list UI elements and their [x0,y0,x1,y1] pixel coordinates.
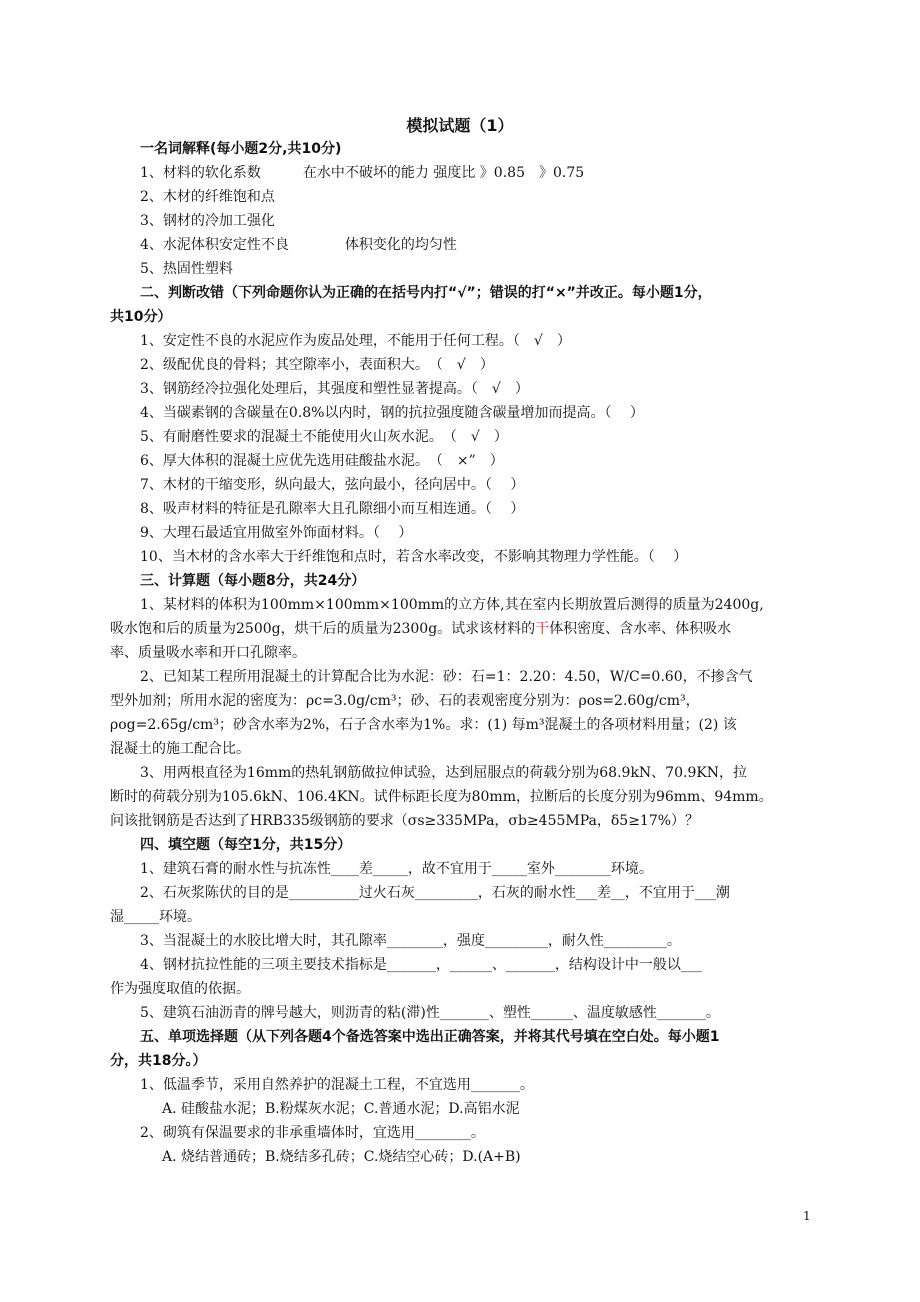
section3-heading: 三、计算题（每小题8分，共24分） [140,573,366,589]
section2-heading-cont: 共10分） [110,309,172,325]
list-item: 2、级配优良的骨料；其空隙率小，表面积大。 （ √ ） [140,357,494,373]
paragraph-line: 混凝土的施工配合比。 [110,741,250,757]
list-item: 9、大理石最适宜用做室外饰面材料。（ ） [140,525,413,541]
paragraph-line: 断时的荷载分别为105.6kN、106.4KN。试件标距长度为80mm，拉断后的长度分别为96mm、94mm。 [110,789,773,805]
page-title: 模拟试题（1） [406,116,514,135]
paragraph-line: 2、已知某工程所用混凝土的计算配合比为水泥：砂：石=1：2.20：4.50，W/C=0.60，不掺含气 [140,669,753,685]
list-item: 1、安定性不良的水泥应作为废品处理，不能用于任何工程。（ √ ） [140,333,571,349]
list-item: 7、木材的干缩变形，纵向最大，弦向最小，径向居中。（ ） [140,477,525,493]
list-item: 4、水泥体积安定性不良 体积变化的均匀性 [140,237,457,253]
list-item: 8、吸声材料的特征是孔隙率大且孔隙细小而互相连通。（ ） [140,501,525,517]
list-item: 6、厚大体积的混凝土应优先选用硅酸盐水泥。 （ ×” ） [140,453,504,469]
question-line: 1、低温季节，采用自然养护的混凝土工程，不宜选用_______。 [140,1077,534,1093]
paragraph-line: 型外加剂；所用水泥的密度为：ρc=3.0g/cm³；砂、石的表观密度分别为：ρos=2.60g/cm³， [110,693,700,709]
fill-line: 4、钢材抗拉性能的三项主要技术指标是_______，______、_______，结构设计中一般以___ [140,957,702,973]
paragraph-line: ρog=2.65g/cm³；砂含水率为2%，石子含水率为1%。求：(1) 每m³混凝土的各项材料用量；(2) 该 [110,717,737,733]
paragraph-line: 1、某材料的体积为100mm×100mm×100mm的立方体,其在室内长期放置后测得的质量为2400g, [140,597,764,613]
section2-heading: 二、判断改错（下列命题你认为正确的在括号内打“√”；错误的打“×”并改正。每小题1分， [140,285,712,301]
list-item: 4、当碳素钢的含碳量在0.8%以内时，钢的抗拉强度随含碳量增加而提高。（ ） [140,405,644,421]
list-item: 3、钢材的冷加工强化 [140,213,275,229]
options-line: A. 硅酸盐水泥；B.粉煤灰水泥；C.普通水泥；D.高铝水泥 [162,1101,520,1117]
paragraph-line [110,617,820,641]
paragraph-line: 率、质量吸水率和开口孔隙率。 [110,645,306,661]
red-mark: 干 [535,621,550,637]
list-item: 1、材料的软化系数 在水中不破坏的能力 强度比 》0.85 》0.75 [140,165,585,181]
list-item: 5、热固性塑料 [140,261,233,277]
fill-line: 5、建筑石油沥青的牌号越大，则沥青的粘(滞)性_______、塑性______、温度敏感性_______。 [140,1005,720,1021]
list-item: 10、当木材的含水率大于纤维饱和点时，若含水率改变，不影响其物理力学性能。（ ） [140,549,688,565]
page-number: 1 [803,1209,811,1223]
fill-line: 2、石灰浆陈伏的目的是__________过火石灰_________，石灰的耐水性___差__，不宜用于___潮 [140,885,730,901]
section1-heading: 一名词解释(每小题2分,共10分) [140,141,342,157]
text-span: 体积密度、含水率、体积吸水 [549,621,732,637]
paragraph-line: 3、用两根直径为16mm的热轧钢筋做拉伸试验，达到屈服点的荷载分别为68.9kN、70.9KN，拉 [140,765,748,781]
section4-heading: 四、填空题（每空1分，共15分） [140,837,352,853]
paragraph-line: 问该批钢筋是否达到了HRB335级钢筋的要求（σs≥335MPa，σb≥455MPa，δ5≥17%）？ [110,813,700,829]
list-item: 2、木材的纤维饱和点 [140,189,275,205]
fill-line: 3、当混凝土的水胶比增大时，其孔隙率________，强度_________，耐久性_________。 [140,933,681,949]
question-line: 2、砌筑有保温要求的非承重墙体时，宜选用________。 [140,1125,485,1141]
list-item: 3、钢筋经冷拉强化处理后，其强度和塑性显著提高。（ √ ） [140,381,529,397]
text-span: 吸水饱和后的质量为2500g，烘干后的质量为2300g。试求该材料的 [110,621,536,637]
options-line: A. 烧结普通砖；B.烧结多孔砖；C.烧结空心砖；D.(A+B) [162,1149,521,1165]
fill-line: 1、建筑石膏的耐水性与抗冻性____差_____，故不宜用于_____室外________环境。 [140,861,653,877]
list-item: 5、有耐磨性要求的混凝土不能使用火山灰水泥。 （ √ ） [140,429,508,445]
fill-line: 作为强度取值的依据。 [110,981,250,997]
section5-heading: 五、单项选择题（从下列各题4个备选答案中选出正确答案，并将其代号填在空白处。每小题1 [140,1029,720,1045]
section5-heading-cont: 分，共18分。） [110,1053,207,1069]
fill-line: 湿_____环境。 [110,909,201,925]
